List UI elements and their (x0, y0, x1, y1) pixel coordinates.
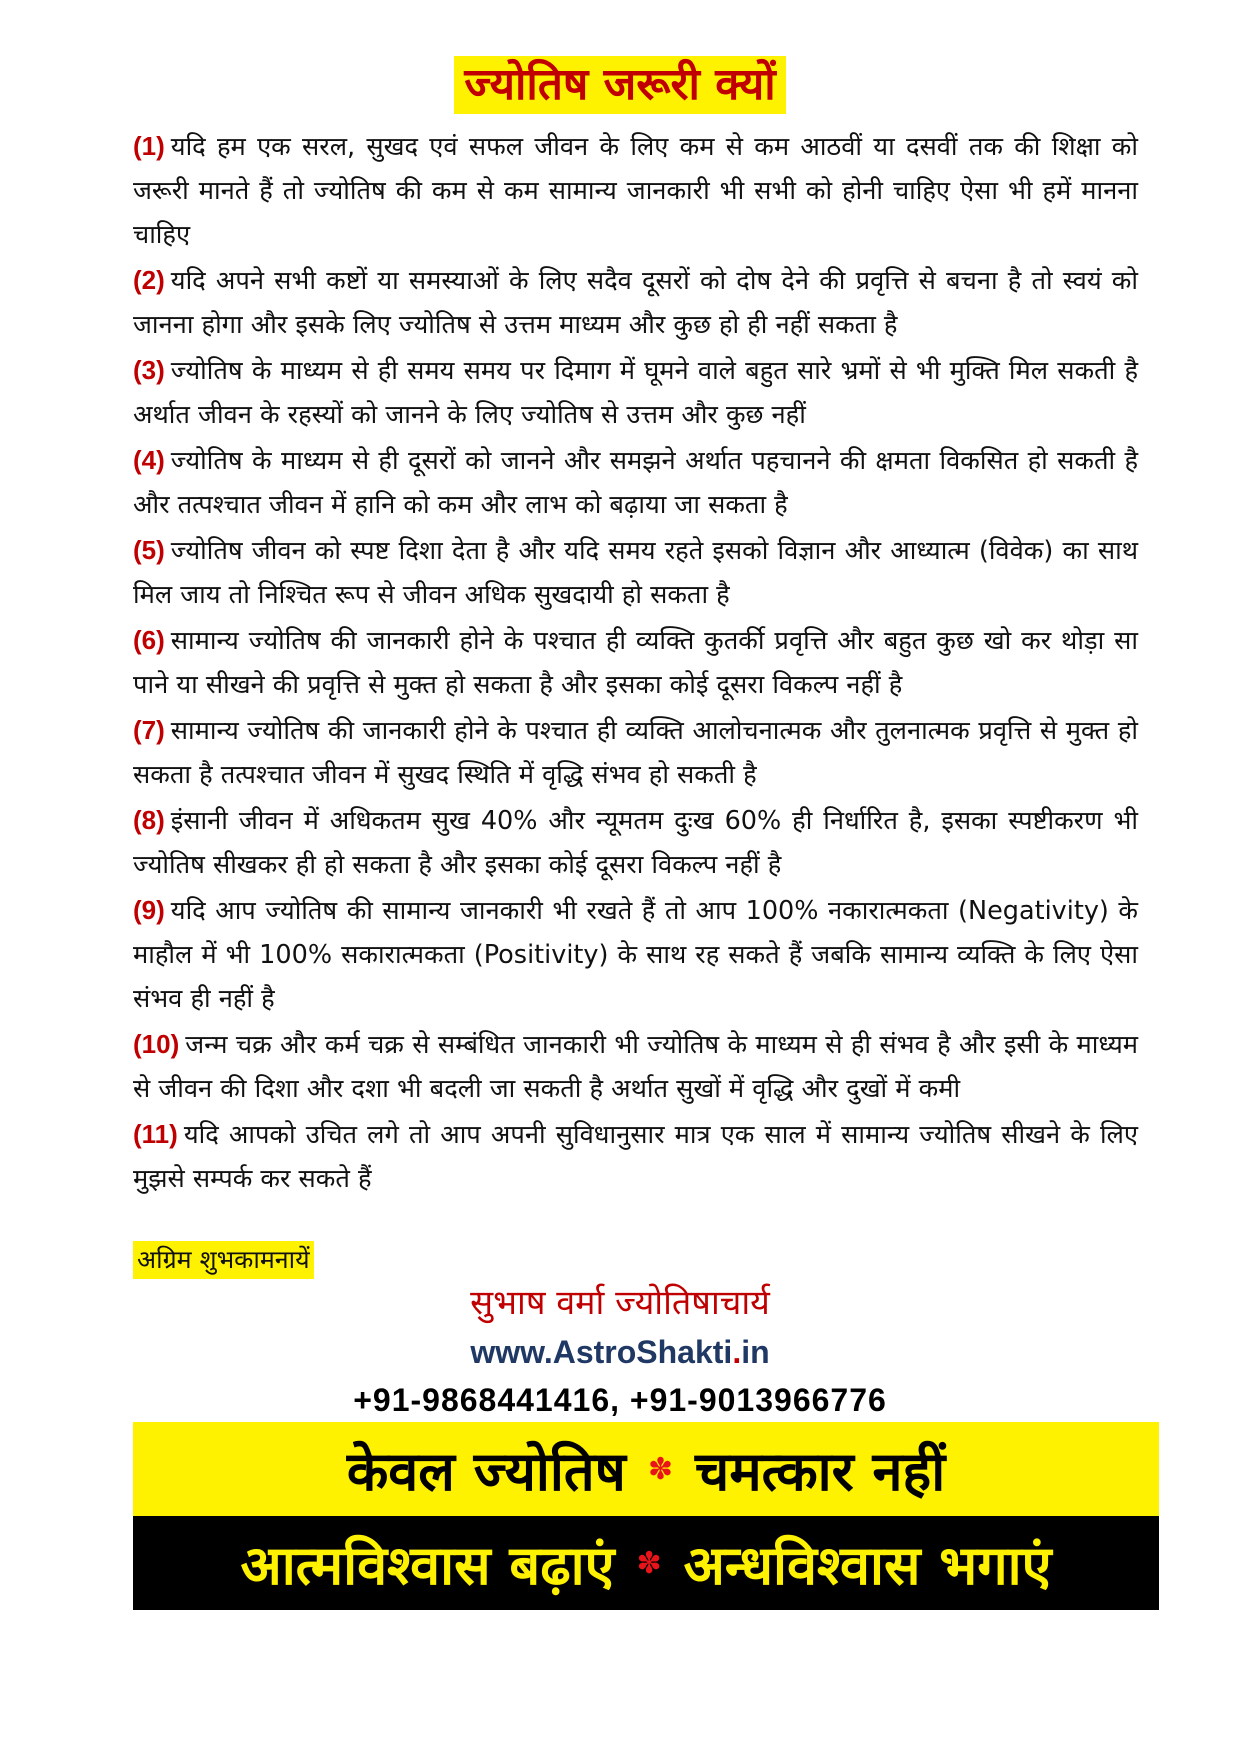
point-4 (133, 438, 1138, 527)
website-link[interactable] (0, 1330, 1240, 1374)
flower-icon: ✽ (647, 1451, 674, 1487)
flower-icon: ✽ (636, 1545, 662, 1581)
slogan-banner (133, 1422, 1159, 1610)
point-11 (133, 1112, 1138, 1201)
point-number: (1) (133, 131, 165, 161)
point-number: (6) (133, 625, 165, 655)
website-prefix: www.AstroShakti (470, 1334, 733, 1370)
point-number: (5) (133, 535, 165, 565)
point-6 (133, 618, 1138, 707)
banner-top-band (133, 1422, 1159, 1516)
website-dot: . (732, 1334, 742, 1370)
website-suffix: in (741, 1334, 770, 1370)
point-text: ज्योतिष के माध्यम से ही समय समय पर दिमाग में घूमने वाले बहुत सारे भ्रमों से भी मुक्ति मिल सकती है अर्थात जीवन के रहस्यों को जानने के लिए ज्योतिष से उत्तम और कुछ नहीं (133, 356, 1138, 430)
author-name: सुभाष वर्मा ज्योतिषाचार्य (470, 1283, 770, 1323)
greeting-highlight: अग्रिम शुभकामनायें (133, 1241, 314, 1279)
point-9 (133, 888, 1138, 1021)
phone-numbers: +91-9868441416, +91-9013966776 (353, 1382, 887, 1418)
point-text: ज्योतिष के माध्यम से ही दूसरों को जानने और समझने अर्थात पहचानने की क्षमता विकसित हो सकती है और तत्पश्चात जीवन में हानि को कम और लाभ को बढ़ाया जा सकता है (133, 446, 1138, 520)
point-number: (8) (133, 805, 165, 835)
point-number: (9) (133, 895, 165, 925)
point-10 (133, 1022, 1138, 1111)
point-7 (133, 708, 1138, 797)
title-container (0, 56, 1240, 114)
point-text: यदि अपने सभी कष्टों या समस्याओं के लिए सदैव दूसरों को दोष देने की प्रवृत्ति से बचना है तो स्वयं को जानना होगा और इसके लिए ज्योतिष से उत्तम माध्यम और कुछ हो ही नहीं सकता है (133, 266, 1138, 340)
page-title: ज्योतिष जरूरी क्यों (454, 56, 785, 114)
point-number: (4) (133, 445, 165, 475)
point-number: (2) (133, 265, 165, 295)
points-list (133, 124, 1138, 1202)
point-number: (7) (133, 715, 165, 745)
point-3 (133, 348, 1138, 437)
banner-bottom-band (133, 1516, 1159, 1610)
point-5 (133, 528, 1138, 617)
point-text: सामान्य ज्योतिष की जानकारी होने के पश्चात ही व्यक्ति कुतर्की प्रवृत्ति और बहुत कुछ खो कर थोड़ा सा पाने या सीखने की प्रवृत्ति से मुक्त हो सकता है और इसका कोई दूसरा विकल्प नहीं है (133, 626, 1138, 700)
point-text: यदि आप ज्योतिष की सामान्य जानकारी भी रखते हैं तो आप 100% नकारात्मकता (Negativity) के माहौल में भी 100% सकारात्मकता (Positivity) के साथ रह सकते हैं जबकि सामान्य व्यक्ति के लिए ऐसा संभव ही नहीं है (133, 896, 1138, 1014)
banner-bottom-right-text: अन्धविश्वास भगाएं (683, 1534, 1052, 1597)
banner-top-left-text: केवल ज्योतिष (346, 1440, 626, 1503)
point-2 (133, 258, 1138, 347)
point-text: यदि हम एक सरल, सुखद एवं सफल जीवन के लिए कम से कम आठवीं या दसवीं तक की शिक्षा को जरूरी मानते हैं तो ज्योतिष की कम से कम सामान्य जानकारी भी सभी को होनी चाहिए ऐसा भी हमें मानना चाहिए (133, 132, 1138, 250)
point-text: सामान्य ज्योतिष की जानकारी होने के पश्चात ही व्यक्ति आलोचनात्मक और तुलनात्मक प्रवृत्ति से मुक्त हो सकता है तत्पश्चात जीवन में सुखद स्थिति में वृद्धि संभव हो सकती है (133, 716, 1138, 790)
point-text: यदि आपको उचित लगे तो आप अपनी सुविधानुसार मात्र एक साल में सामान्य ज्योतिष सीखने के लिए मुझसे सम्पर्क कर सकते हैं (133, 1120, 1138, 1194)
point-number: (3) (133, 355, 165, 385)
point-number: (10) (133, 1029, 180, 1059)
point-text: ज्योतिष जीवन को स्पष्ट दिशा देता है और यदि समय रहते इसको विज्ञान और आध्यात्म (विवेक) का साथ मिल जाय तो निश्चित रूप से जीवन अधिक सुखदायी हो सकता है (133, 536, 1138, 610)
point-text: इंसानी जीवन में अधिकतम सुख 40% और न्यूमतम दुःख 60% ही निर्धारित है, इसका स्पष्टीकरण भी ज्योतिष सीखकर ही हो सकता है और इसका कोई दूसरा विकल्प नहीं है (133, 806, 1138, 880)
point-text: जन्म चक्र और कर्म चक्र से सम्बंधित जानकारी भी ज्योतिष के माध्यम से ही संभव है और इसी के माध्यम से जीवन की दिशा और दशा भी बदली जा सकती है अर्थात सुखों में वृद्धि और दुखों में कमी (133, 1030, 1138, 1104)
banner-top-right-text: चमत्कार नहीं (695, 1440, 946, 1503)
point-1 (133, 124, 1138, 257)
point-number: (11) (133, 1119, 178, 1149)
point-8 (133, 798, 1138, 887)
banner-bottom-left-text: आत्मविश्वास बढ़ाएं (240, 1534, 615, 1597)
